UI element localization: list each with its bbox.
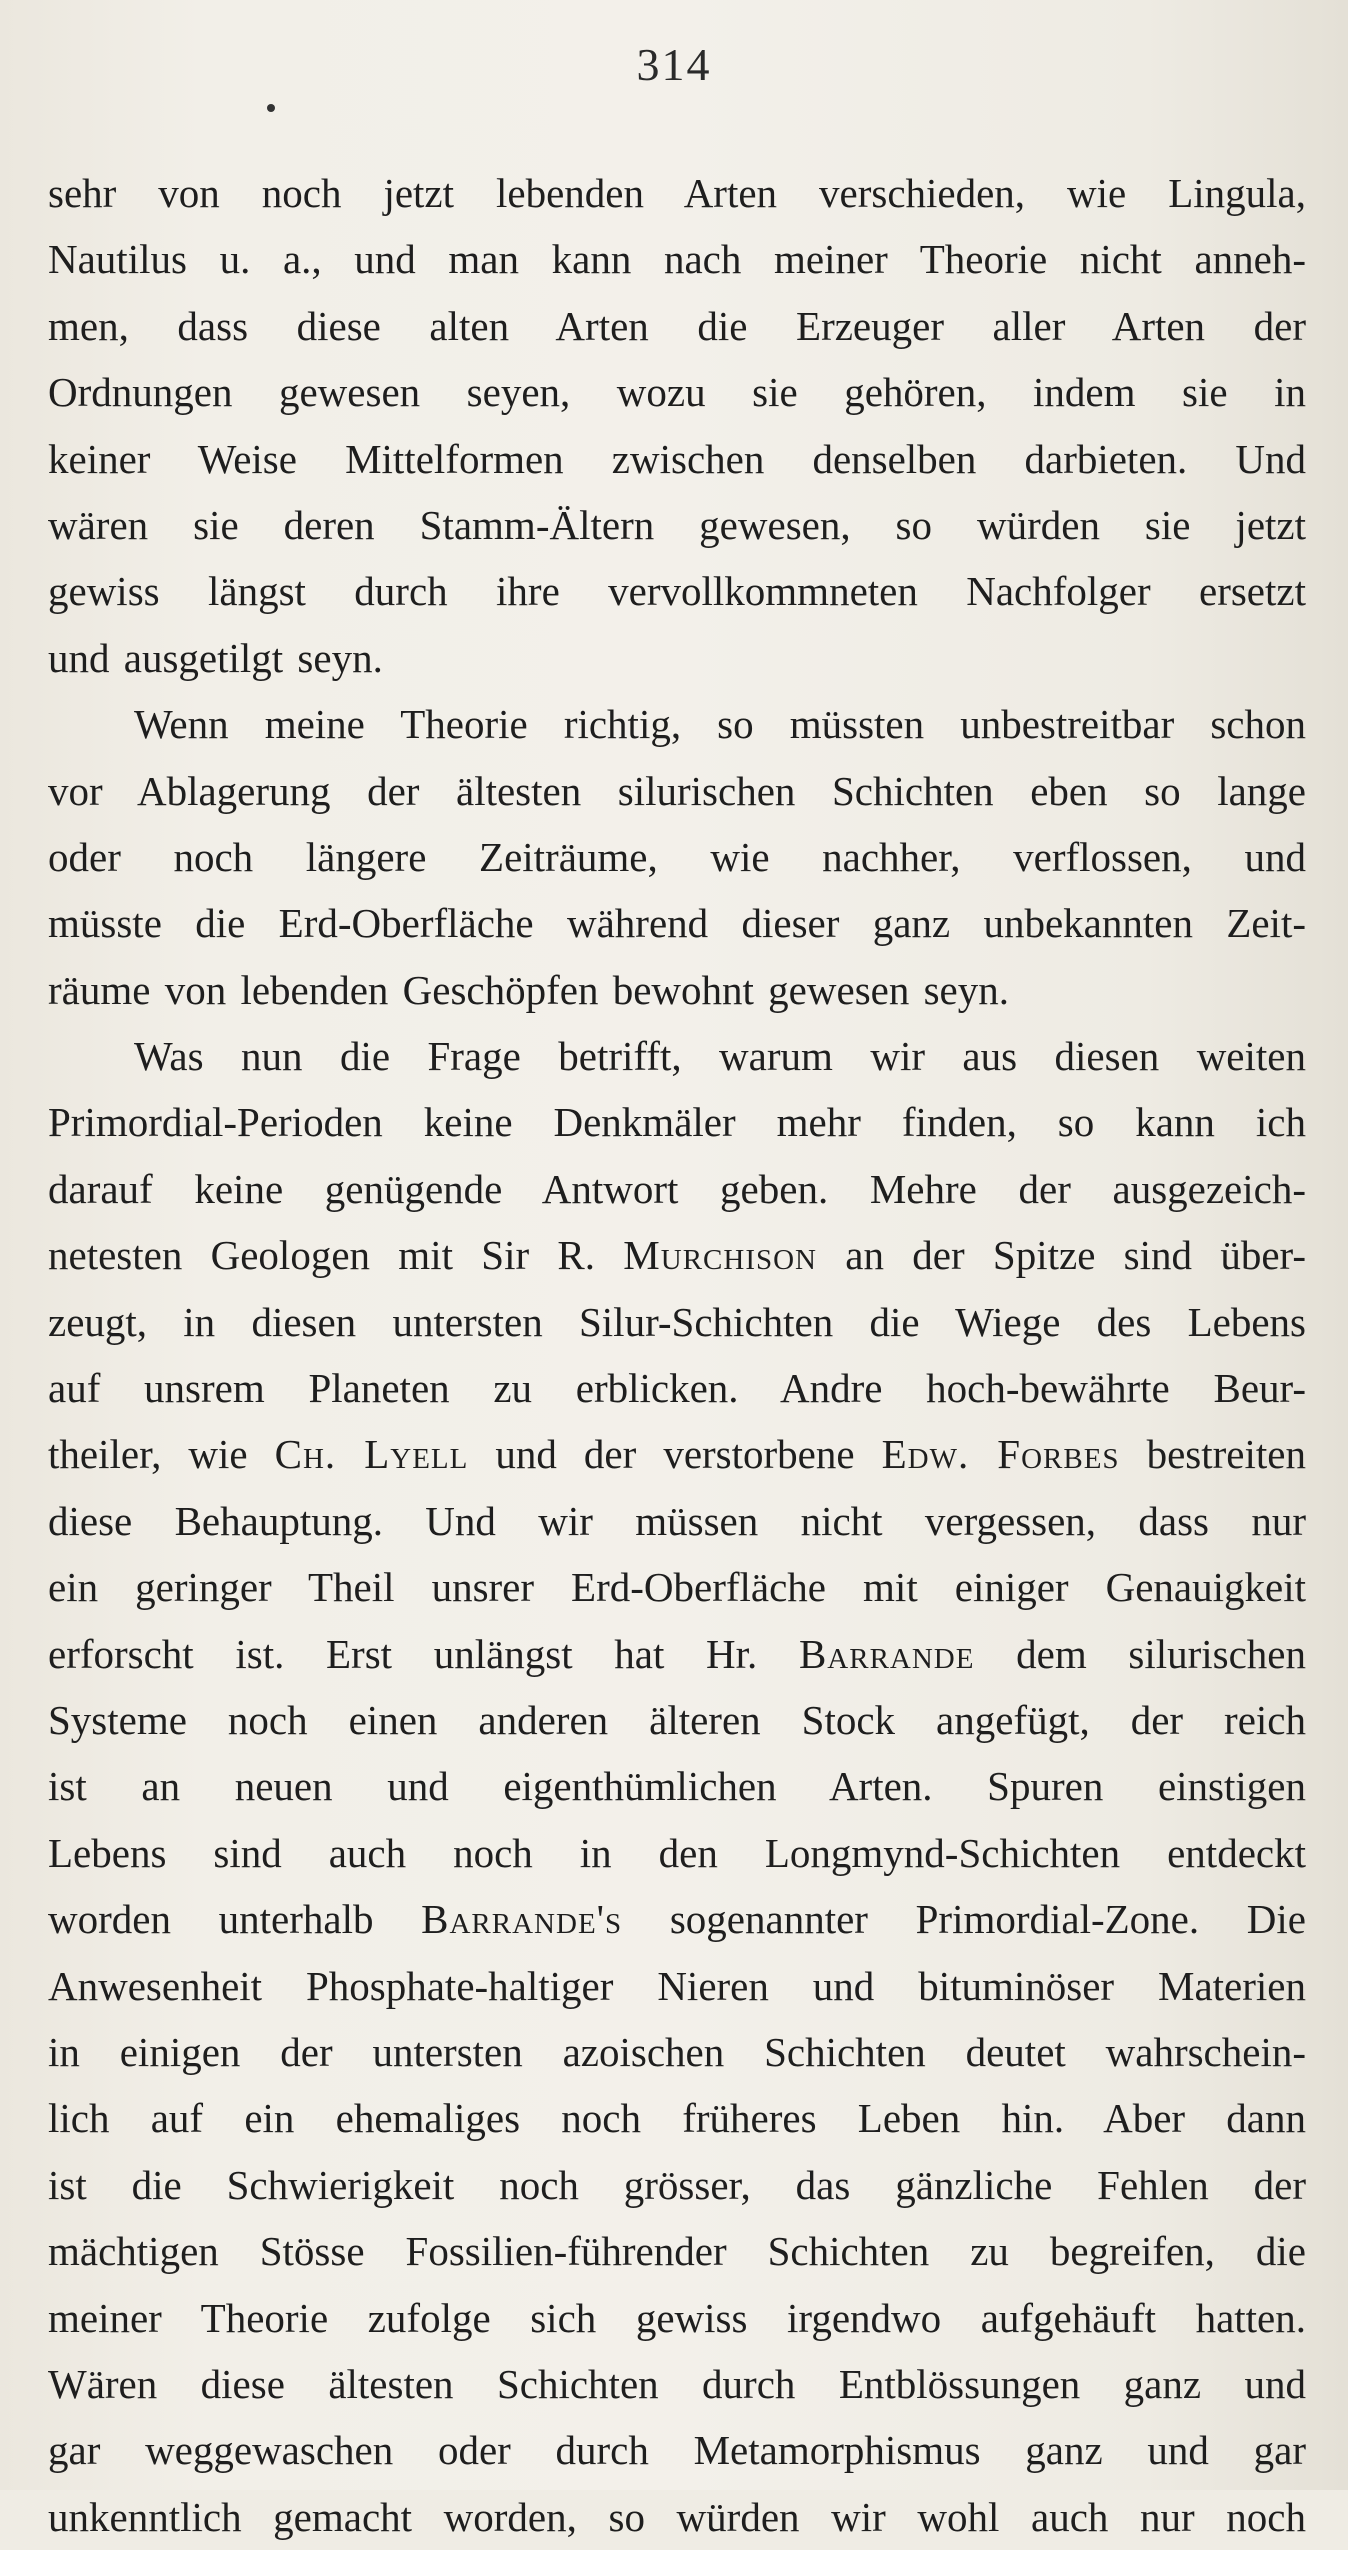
text-line: diese Behauptung. Und wir müssen nicht vergessen, dass nur (48, 1497, 1306, 1544)
text-line: gar weggewaschen oder durch Metamorphismus ganz und gar (48, 2427, 1306, 2474)
text-line: müsste die Erd-Oberfläche während dieser ganz unbekannten Zeit- (48, 900, 1306, 947)
paragraph-last-line: räume von lebenden Geschöpfen bewohnt gewesen seyn. (48, 966, 1009, 1013)
text-line: wären sie deren Stamm-Ältern gewesen, so würden sie jetzt (48, 501, 1306, 548)
author-name: Murchison (623, 1232, 817, 1279)
paragraph-first-line: Wenn meine Theorie richtig, so müssten unbestreitbar schon (134, 701, 1306, 748)
body-text (48, 160, 1306, 2550)
text-line: Lebens sind auch noch in den Longmynd-Schichten entdeckt (48, 1829, 1306, 1876)
text-line: gewiss längst durch ihre vervollkommneten Nachfolger ersetzt (48, 568, 1306, 615)
text-line: Nautilus u. a., und man kann nach meiner Theorie nicht anneh- (48, 236, 1306, 283)
text-line: sehr von noch jetzt lebenden Arten verschieden, wie Lingula, (48, 170, 1306, 216)
author-name: Ch. Lyell (274, 1431, 469, 1478)
text-line: theiler, wie Ch. Lyell und der verstorbene Edw. Forbes bestreiten (48, 1431, 1306, 1478)
text-line: zeugt, in diesen untersten Silur-Schichten die Wiege des Lebens (48, 1298, 1306, 1345)
author-name: Barrande's (421, 1896, 623, 1943)
text-line: in einigen der untersten azoischen Schichten deutet wahrschein- (48, 2028, 1306, 2075)
text-line: auf unsrem Planeten zu erblicken. Andre hoch-bewährte Beur- (48, 1365, 1306, 1412)
text-line: netesten Geologen mit Sir R. Murchison an der Spitze sind über- (48, 1232, 1307, 1279)
text-line: vor Ablagerung der ältesten silurischen Schichten eben so lange (48, 767, 1306, 814)
author-name: Barrande (798, 1630, 975, 1677)
text-line: Ordnungen gewesen seyen, wozu sie gehören, indem sie in (48, 369, 1306, 416)
text-line: lich auf ein ehemaliges noch früheres Leben hin. Aber dann (48, 2095, 1306, 2142)
page-number: 314 (636, 39, 712, 90)
text-line: unkenntlich gemacht worden, so würden wir wohl auch nur noch (48, 2493, 1306, 2540)
text-line: ist an neuen und eigenthümlichen Arten. Spuren einstigen (48, 1763, 1306, 1810)
text-line: ist die Schwierigkeit noch grösser, das gänzliche Fehlen der (48, 2161, 1306, 2208)
paragraph-last-line: und ausgetilgt seyn. (48, 634, 383, 681)
text-line: erforscht ist. Erst unlängst hat Hr. Barrande dem silurischen (48, 1630, 1306, 1677)
text-line: ein geringer Theil unsrer Erd-Oberfläche mit einiger Genauigkeit (48, 1564, 1306, 1611)
text-line: keiner Weise Mittelformen zwischen denselben darbieten. Und (48, 435, 1306, 482)
text-line: worden unterhalb Barrande's sogenannter Primordial-Zone. Die (48, 1896, 1307, 1943)
text-line: Wären diese ältesten Schichten durch Entblössungen ganz und (48, 2360, 1306, 2407)
ink-speck (267, 104, 275, 112)
text-line: Systeme noch einen anderen älteren Stock angefügt, der reich (48, 1696, 1306, 1743)
text-line: meiner Theorie zufolge sich gewiss irgendwo aufgehäuft hatten. (48, 2294, 1306, 2341)
text-line: darauf keine genügende Antwort geben. Mehre der ausgezeich- (48, 1165, 1306, 1212)
text-line: men, dass diese alten Arten die Erzeuger aller Arten der (48, 302, 1306, 349)
text-line: mächtigen Stösse Fossilien-führender Schichten zu begreifen, die (48, 2228, 1306, 2275)
text-line: Anwesenheit Phosphate-haltiger Nieren und bituminöser Materien (48, 1962, 1306, 2009)
author-name: Edw. Forbes (881, 1431, 1120, 1478)
paragraph-first-line: Was nun die Frage betrifft, warum wir aus diesen weiten (134, 1033, 1306, 1080)
text-line: oder noch längere Zeiträume, wie nachher, verflossen, und (48, 833, 1306, 880)
text-line: Primordial-Perioden keine Denkmäler mehr finden, so kann ich (48, 1099, 1306, 1146)
